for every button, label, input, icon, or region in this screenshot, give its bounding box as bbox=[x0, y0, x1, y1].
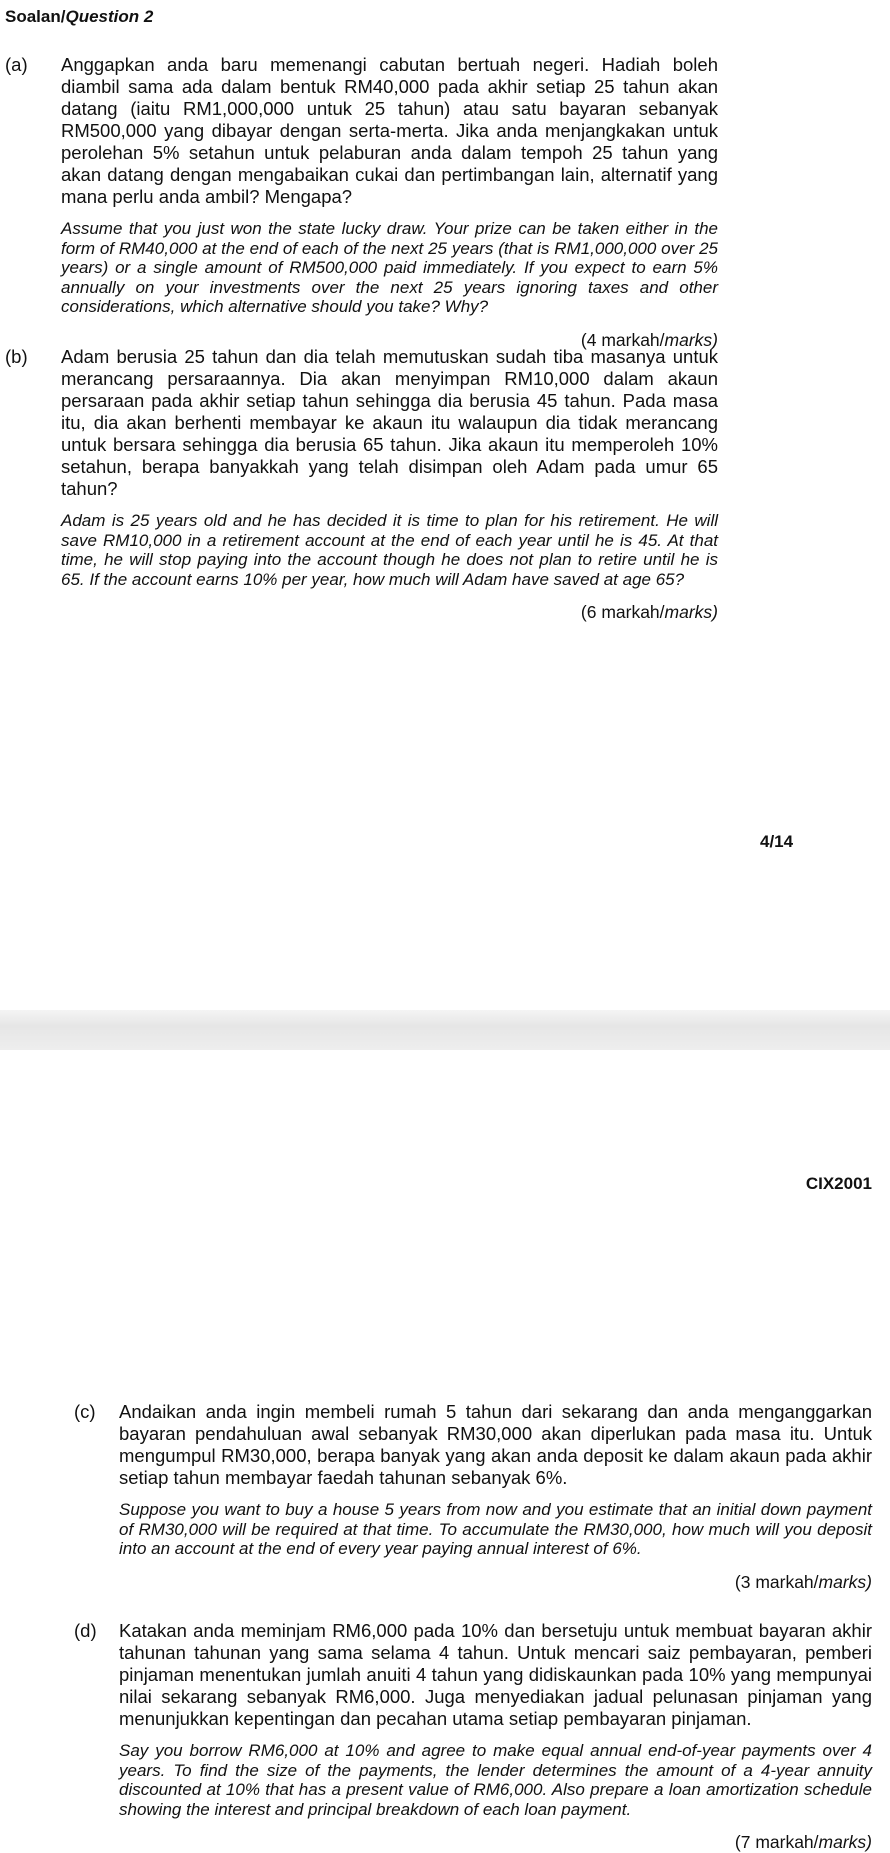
page-separator bbox=[0, 1010, 890, 1050]
part-label: (b) bbox=[5, 346, 28, 367]
part-label: (d) bbox=[74, 1620, 97, 1641]
english-text: Say you borrow RM6,000 at 10% and agree to make equal annual end-of-year payments over 4 years. To find the size of the payments, the lender determines the amount of a 4-year annuity discounted at 10% that has a present value of RM6,000. Also prepare a loan amortization schedule showing the interest and principal breakdown of each loan payment. bbox=[119, 1741, 872, 1819]
part-a bbox=[5, 54, 718, 351]
page-number: 4/14 bbox=[760, 832, 794, 851]
malay-text: Katakan anda meminjam RM6,000 pada 10% dan bersetuju untuk membuat bayaran akhir tahunan tahunan yang sama selama 4 tahun. Untuk mencari saiz pembayaran, pemberi pinjaman menentukan jumlah anuiti 4 tahun yang didiskaunkan pada 10% yang mempunyai nilai sekarang sebanyak RM6,000. Juga menyediakan jadual pelunasan pinjaman yang menunjukkan kepentingan dan pecahan utama setiap pembayaran pinjaman. bbox=[119, 1620, 872, 1729]
course-code: CIX2001 bbox=[805, 1174, 872, 1193]
malay-text: Anggapkan anda baru memenangi cabutan bertuah negeri. Hadiah boleh diambil sama ada dalam bentuk RM40,000 pada akhir setiap 25 tahun akan datang (iaitu RM1,000,000 untuk 25 tahun) atau satu bayaran sebanyak RM500,000 yang dibayar dengan serta-merta. Jika anda menjangkakan untuk perolehan 5% setahun untuk pelaburan anda dalam tempoh 25 tahun yang akan datang dengan mengabaikan cukai dan pertimbangan lain, alternatif yang mana perlu anda ambil? Mengapa? bbox=[61, 54, 718, 207]
part-label: (a) bbox=[5, 54, 28, 75]
part-label: (c) bbox=[74, 1401, 96, 1422]
part-c bbox=[74, 1401, 872, 1593]
english-text: Suppose you want to buy a house 5 years from now and you estimate that an initial down payment of RM30,000 will be required at that time. To accumulate the RM30,000, how much will you deposit into an account at the end of every year paying annual interest of 6%. bbox=[119, 1500, 872, 1558]
marks-label: (7 markah/marks) bbox=[734, 1832, 872, 1852]
part-d bbox=[74, 1620, 872, 1853]
question-heading: Soalan/Question 2 bbox=[5, 7, 154, 26]
part-b bbox=[5, 346, 718, 623]
exam-page-5 bbox=[0, 1050, 890, 1852]
english-text: Adam is 25 years old and he has decided it is time to plan for his retirement. He will save RM10,000 in a retirement account at the end of each year until he is 45. At that time, he will stop paying into the account though he does not plan to retire until he is 65. If the account earns 10% per year, how much will Adam have saved at age 65? bbox=[61, 511, 718, 589]
marks-label: (6 markah/marks) bbox=[580, 602, 718, 622]
malay-text: Adam berusia 25 tahun dan dia telah memutuskan sudah tiba masanya untuk merancang persaraannya. Dia akan menyimpan RM10,000 dalam akaun persaraan pada akhir setiap tahun sehingga dia berusia 45 tahun. Pada masa itu, dia akan berhenti membayar ke akaun itu walaupun dia tidak merancang untuk bersara sehingga dia berusia 65 tahun. Jika akaun itu memperoleh 10% setahun, berapa banyakkah yang telah disimpan oleh Adam pada umur 65 tahun? bbox=[61, 346, 718, 499]
english-text: Assume that you just won the state lucky draw. Your prize can be taken either in the form of RM40,000 at the end of each of the next 25 years (that is RM1,000,000 over 25 years) or a single amount of RM500,000 paid immediately. If you expect to earn 5% annually on your investments over the next 25 years ignoring taxes and other considerations, which alternative should you take? Why? bbox=[61, 219, 718, 316]
marks-label: (3 markah/marks) bbox=[734, 1571, 872, 1592]
marks-label: (4 markah/marks) bbox=[580, 329, 718, 350]
malay-text: Andaikan anda ingin membeli rumah 5 tahun dari sekarang dan anda menganggarkan bayaran pendahuluan awal sebanyak RM30,000 akan diperlukan pada masa itu. Untuk mengumpul RM30,000, berapa banyak yang akan anda deposit ke dalam akaun pada akhir setiap tahun membayar faedah tahunan sebanyak 6%. bbox=[119, 1401, 872, 1488]
